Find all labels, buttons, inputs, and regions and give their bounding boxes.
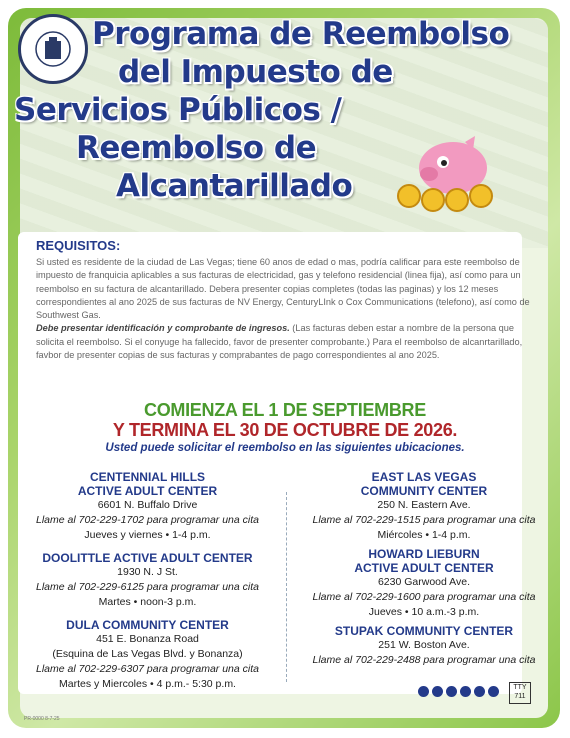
location-centennial [20,470,275,543]
location-doolittle [20,551,275,610]
title-line-1: Programa de Reembolso [92,16,510,52]
facebook-icon[interactable] [418,686,429,697]
location-name: COMMUNITY CENTER [360,484,488,498]
title-line-3: Servicios Públicos / [14,92,342,128]
location-address: 451 E. Bonanza Road [96,633,199,645]
column-divider [286,492,287,682]
location-address-2: (Esquina de Las Vegas Blvd. y Bonanza) [52,648,243,660]
tty-badge: TTY 711 [509,682,531,704]
tiktok-icon[interactable] [488,686,499,697]
locations-right-column [300,470,548,668]
location-hours: Martes y Miercoles • 4 p.m.- 5:30 p.m. [59,678,236,690]
location-name: EAST LAS VEGAS [371,470,477,484]
requirements-paragraph-2: (Las facturas deben estar a nombre de la persona que solicita el reembolso. Si el conyuge ha fallecido, favor de presenter comprobante.) Para el reembolso de alcanrtarillado, favbor de presenter copias de sus facturas y comprabantes de pago correspondientes al ano 2025. [36,323,523,361]
location-name: CENTENNIAL HILLS [89,470,206,484]
location-call: Llame al 702-229-1515 para programar una cita [312,514,536,526]
end-date: Y TERMINA EL 30 DE OCTUBRE DE 2026. [112,420,458,440]
location-call: Llame al 702-229-6307 para programar una cita [36,663,259,675]
location-dula [20,618,275,692]
location-howard-lieburn [300,547,548,620]
location-hours: Miércoles • 1-4 p.m. [377,529,471,541]
requirements-emphasis: Debe presentar identificación y comprobante de ingresos. [36,323,290,334]
youtube-icon[interactable] [460,686,471,697]
start-date: COMIENZA EL 1 DE SEPTIEMBRE [144,400,426,420]
linkedin-icon[interactable] [474,686,485,697]
seal-icon [23,19,83,79]
location-name: HOWARD LIEBURN [368,547,480,561]
location-name: DULA COMMUNITY CENTER [66,618,229,632]
requirements-paragraph: Si usted es residente de la ciudad de Las Vegas; tiene 60 anos de edad o mas, podría calificar para este reembolso de impuesto de franquicia aplicables a sus facturas de electricidad, gas y telefono residencial (linea fija), así como para un reembolso en su factura de alcantarillado. Debera presenter copias completes (todas las paginas) y los 12 meses correspondientes al ano 2025 de sus facturas de NV Energy, CenturyLInk o Cox Communications (telefono), así como de Southwest Gas. [36,257,530,321]
location-call: Llame al 702-229-2488 para programar una cita [312,654,536,666]
location-address: 1930 N. J St. [117,566,178,578]
requirements-heading: REQUISITOS: [36,238,121,253]
city-seal-logo [18,14,88,84]
location-name: ACTIVE ADULT CENTER [354,561,494,575]
location-stupak [300,624,548,668]
location-east-las-vegas [300,470,548,543]
x-icon[interactable] [432,686,443,697]
locations-left-column [20,470,275,692]
location-address: 6230 Garwood Ave. [377,576,471,588]
location-call: Llame al 702-229-1600 para programar una cita [312,591,536,603]
location-hours: Jueves y viernes • 1-4 p.m. [84,529,211,541]
location-name: STUPAK COMMUNITY CENTER [334,624,514,638]
piggy-bank-icon [395,134,495,212]
location-call: Llame al 702-229-6125 para programar una cita [36,581,259,593]
location-address: 250 N. Eastern Ave. [377,499,471,511]
location-address: 251 W. Boston Ave. [378,639,470,651]
title-line-2: del Impuesto de [118,54,393,90]
document-code: PR-0000 8-7-25 [24,716,60,722]
location-name: ACTIVE ADULT CENTER [77,484,218,498]
instagram-icon[interactable] [446,686,457,697]
locations-subtitle: Usted puede solicitar el reembolso en las siguientes ubicaciones. [105,442,465,454]
location-name: DOOLITTLE ACTIVE ADULT CENTER [42,551,253,565]
social-icons [418,686,499,697]
title-line-4: Reembolso de [76,130,317,166]
requirements-body [36,256,534,362]
location-hours: Jueves • 10 a.m.-3 p.m. [368,606,480,618]
location-hours: Martes • noon-3 p.m. [98,596,197,608]
location-address: 6601 N. Buffalo Drive [97,499,198,511]
location-call: Llame al 702-229-1702 para programar una cita [36,514,259,526]
title-line-5: Alcantarillado [116,168,353,204]
